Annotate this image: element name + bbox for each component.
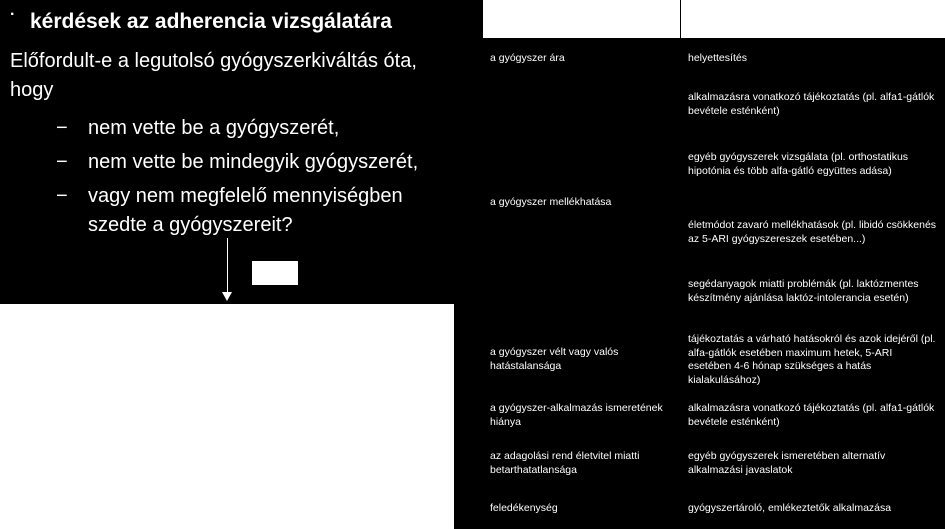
question-panel [0, 0, 460, 529]
table-cell-action: életmódot zavaró mellékhatások (pl. libidó csökkenés az 5-ARI gyógyszereszek esetében...) [688, 219, 937, 245]
table-cell-action: segédanyagok miatti problémák (pl. laktózmentes készítmény ajánlása laktóz-intolerancia esetén) [688, 278, 919, 304]
heading-title: kérdések az adherencia vizsgálatára [30, 10, 392, 33]
arrow-line [227, 238, 228, 298]
question-item-text: nem vette be mindegyik gyógyszerét, [88, 151, 419, 173]
table-cell-reason: az adagolási rend életvitel miatti betarthatatlansága [490, 450, 640, 476]
table-cell-action: gyógyszertároló, emlékeztetők alkalmazása [688, 502, 892, 514]
table-cell-reason: feledékenység [490, 502, 558, 514]
dash: − [56, 185, 68, 207]
table-cell-reason: a gyógyszer vélt vagy valós hatástalansága [490, 346, 619, 372]
table-cell-action: alkalmazásra vonatkozó tájékoztatás (pl. alfa1-gátlók bevétele esténként) [688, 402, 935, 428]
table-cell-action: egyéb gyógyszerek ismeretében alternatív alkalmazási javaslatok [688, 450, 886, 476]
reasons-table [483, 0, 945, 529]
table-cell-action: egyéb gyógyszerek vizsgálata (pl. orthostatikus hipotónia és több alfa-gátló együttes adása) [688, 151, 909, 177]
table-header-divider [680, 0, 681, 38]
large-white-box [0, 304, 454, 529]
table-cell-reason: a gyógyszer-alkalmazás ismeretének hiánya [490, 402, 663, 428]
question-item-text: nem vette be a gyógyszerét, [88, 117, 340, 139]
question-item-text: vagy nem megfelelő mennyiségben szedte a gyógyszereit? [88, 185, 403, 236]
question-text: Előfordult-e a legutolsó gyógyszerkiváltás óta, hogy [10, 50, 417, 101]
arrow-down-icon [222, 292, 232, 301]
dash: − [56, 117, 68, 139]
dash: − [56, 151, 68, 173]
table-cell-action: helyettesítés [688, 52, 747, 64]
table-cell-action: alkalmazásra vonatkozó tájékoztatás (pl. alfa1-gátlók bevétele esténként) [688, 91, 935, 117]
small-white-box [252, 261, 298, 285]
table-cell-action: tájékoztatás a várható hatásokról és azok idejéről (pl. alfa-gátlók esetében maximum hetek, 5-ARI esetében 4-6 hónap szükséges a hatás kialakulásához) [688, 333, 936, 386]
table-cell-reason: a gyógyszer ára [490, 52, 565, 64]
table-header [483, 0, 945, 38]
bullet-dot: · [10, 6, 16, 23]
table-cell-reason: a gyógyszer mellékhatása [490, 196, 612, 208]
